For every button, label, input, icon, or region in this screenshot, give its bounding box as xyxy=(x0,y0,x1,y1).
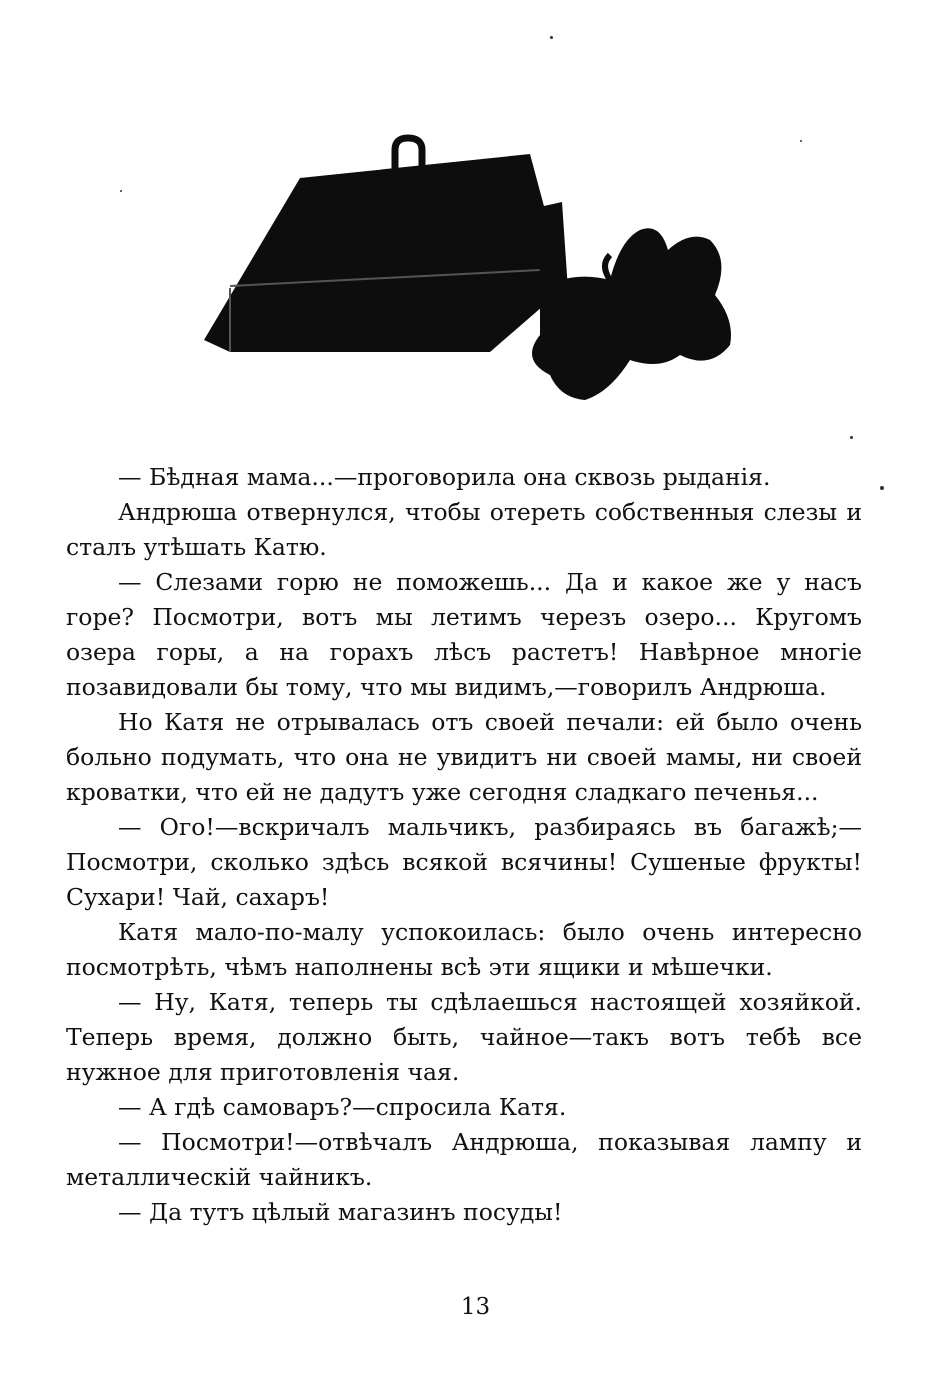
paragraph: — Бѣдная мама...—проговорила она сквозь рыданія. xyxy=(118,463,771,491)
paper-speck xyxy=(800,140,802,142)
paragraph: Но Катя не отрывалась отъ своей печали: ей было очень больно подумать, что она не увидитъ ни своей мамы, ни своей кроватки, что ей не дадутъ уже сегодня сладкаго печенья... xyxy=(66,708,862,806)
paper-speck xyxy=(120,190,122,192)
bundle-strap xyxy=(605,255,610,280)
paper-speck xyxy=(850,436,853,439)
paragraph: — Да тутъ цѣлый магазинъ посуды! xyxy=(118,1198,563,1226)
luggage-illustration xyxy=(190,130,750,410)
body-text xyxy=(66,460,862,1230)
trunk-shape xyxy=(204,154,550,352)
paragraph: — А гдѣ самоваръ?—спросила Катя. xyxy=(118,1093,567,1121)
page-number: 13 xyxy=(460,1294,491,1320)
paper-speck xyxy=(880,486,884,490)
paragraph: — Ого!—вскричалъ мальчикъ, разбираясь въ багажѣ;— Посмотри, сколько здѣсь всякой всячины! Сушеные фрукты! Сухари! Чай, сахаръ! xyxy=(66,813,862,911)
paragraph: Андрюша отвернулся, чтобы отереть собственныя слезы и сталъ утѣшать Катю. xyxy=(66,498,862,561)
paragraph: — Слезами горю не поможешь... Да и какое же у насъ горе? Посмотри, вотъ мы летимъ черезъ озеро... Кругомъ озера горы, а на горахъ лѣсъ растетъ! Навѣрное многіе позавидовали бы тому, что мы видимъ,—говорилъ Андрюша. xyxy=(66,568,862,701)
paragraph: — Ну, Катя, теперь ты сдѣлаешься настоящей хозяйкой. Теперь время, должно быть, чайное—такъ вотъ тебѣ все нужное для приготовленія чая. xyxy=(66,988,862,1086)
paragraph: — Посмотри!—отвѣчалъ Андрюша, показывая лампу и металлическій чайникъ. xyxy=(66,1128,862,1191)
paper-speck xyxy=(550,36,553,39)
paragraph: Катя мало-по-малу успокоилась: было очень интересно посмотрѣть, чѣмъ наполнены всѣ эти ящики и мѣшечки. xyxy=(66,918,862,981)
